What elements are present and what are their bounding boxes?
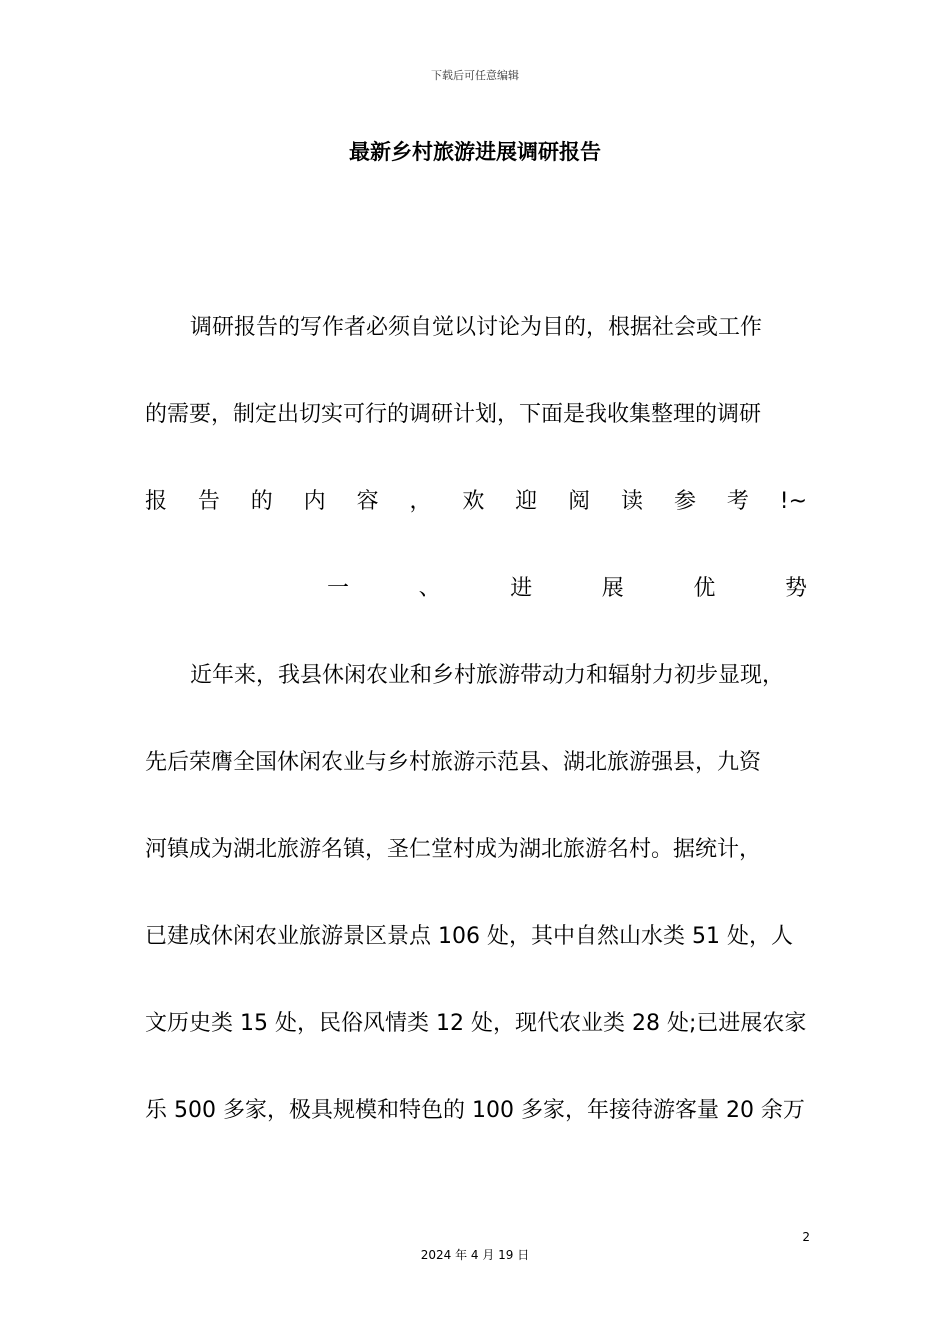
footer-date: 2024 年 4 月 19 日 <box>420 1248 530 1262</box>
header-note: 下载后可任意编辑 <box>431 69 519 82</box>
body-line: 已建成休闲农业旅游景区景点 106 处，其中自然山水类 51 处，人 <box>145 924 793 949</box>
document-title: 最新乡村旅游进展调研报告 <box>349 140 601 164</box>
page-number: 2 <box>802 1230 810 1244</box>
body-line: 河镇成为湖北旅游名镇，圣仁堂村成为湖北旅游名村。据统计， <box>145 837 762 862</box>
body-line: 先后荣膺全国休闲农业与乡村旅游示范县、湖北旅游强县，九资 <box>145 750 762 775</box>
section-heading: 一 、 进 展 优 势 <box>327 576 807 601</box>
body-line: 文历史类 15 处，民俗风情类 12 处，现代农业类 28 处;已进展农家 <box>145 1011 807 1036</box>
body-line: 近年来，我县休闲农业和乡村旅游带动力和辐射力初步显现， <box>190 663 785 688</box>
body-line: 调研报告的写作者必须自觉以讨论为目的，根据社会或工作 <box>190 315 763 340</box>
body-line: 的需要，制定出切实可行的调研计划，下面是我收集整理的调研 <box>145 402 762 427</box>
body-line: 乐 500 多家，极具规模和特色的 100 多家，年接待游客量 20 余万 <box>145 1098 805 1123</box>
body-line: 报 告 的 内 容 ， 欢 迎 阅 读 参 考 !~ <box>145 489 807 514</box>
